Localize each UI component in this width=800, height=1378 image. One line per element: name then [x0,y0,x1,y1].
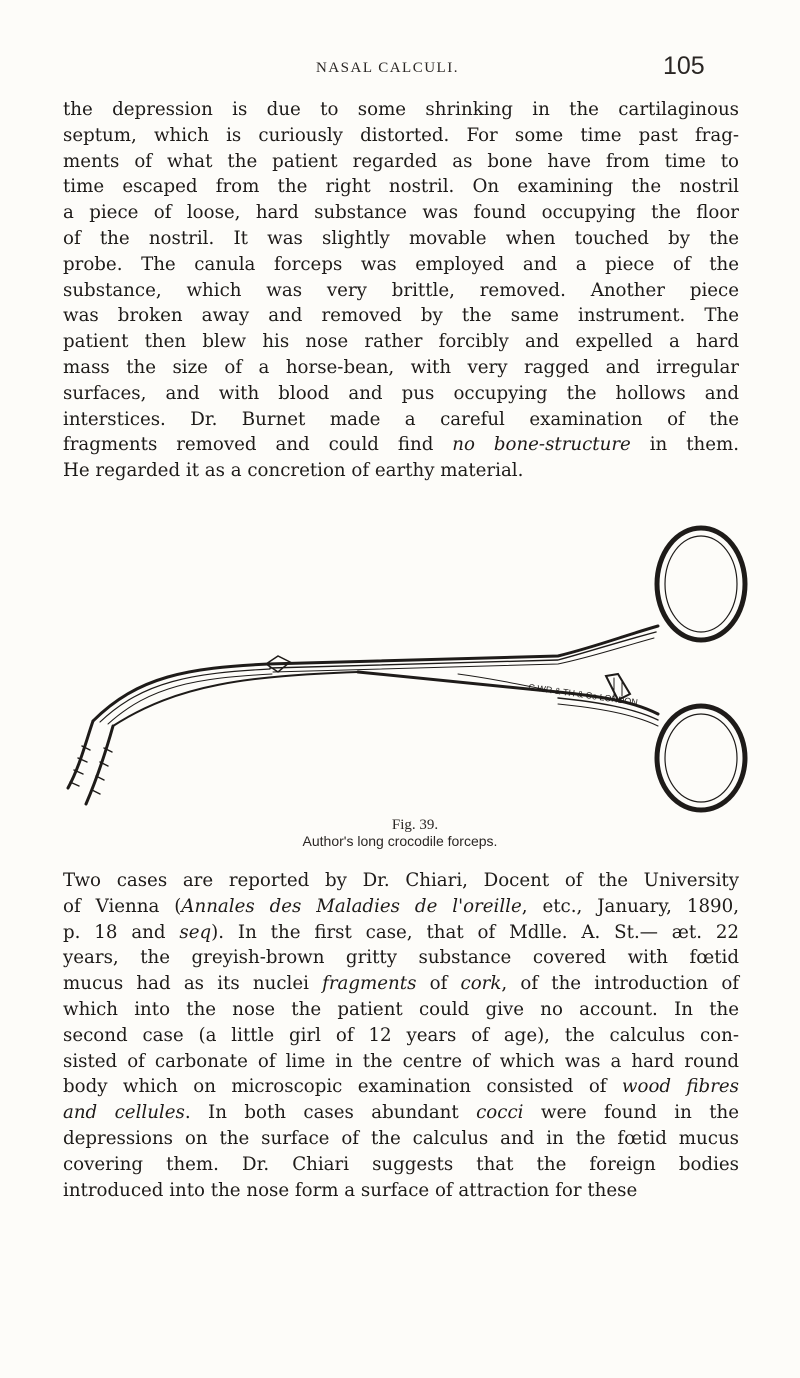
italic-text: Annales des Maladies de l'oreille [181,895,522,917]
text-line: mass the size of a horse-bean, with very ragged and irregular [63,356,739,378]
text-line: He regarded it as a concretion of earthy material. [63,460,524,482]
text-line: septum, which is curiously distorted. For some time past frag- [63,124,739,146]
paragraph-1 [63,97,739,484]
text-line: surfaces, and with blood and pus occupying the hollows and [63,382,739,404]
running-head [0,52,800,86]
text-run: of [416,973,461,995]
text-run: of Vienna ( [63,895,182,917]
text-line: years, the greyish-brown gritty substance covered with fœtid [63,947,739,969]
text-line: second case (a little girl of 12 years of age), the calculus con- [63,1024,739,1046]
text-line [63,920,739,946]
figure-label: Fig. 39. [391,817,439,833]
text-line [63,971,739,997]
lower-finger-ring [657,706,745,810]
text-run: , etc., January, 1890, [521,895,739,917]
text-line: substance, which was very brittle, removed. Another piece [63,279,739,301]
text-line: introduced into the nose form a surface of attraction for these [63,1179,638,1201]
upper-finger-ring [657,528,745,640]
lower-long-arm [113,672,358,726]
text-line [63,1100,739,1126]
text-line: depressions on the surface of the calculus and in the fœtid mucus [63,1127,739,1149]
text-line: probe. The canula forceps was employed and a piece of the [63,253,739,275]
text-line: covering them. Dr. Chiari suggests that the foreign bodies [63,1153,739,1175]
text-line: time escaped from the right nostril. On examining the nostril [63,176,739,198]
text-run: p. 18 and [63,921,180,943]
text-line [63,894,739,920]
text-line: sisted of carbonate of lime in the centre of which was a hard round [63,1050,739,1072]
italic-text: fragments [322,973,417,995]
crocodile-jaws [68,721,93,788]
maker-stamp: C WR & TH & Co LONDON [527,682,639,708]
forceps-illustration [58,496,758,826]
text-line: was broken away and removed by the same instrument. The [63,305,739,327]
text-run: ). In the first case, that of Mdlle. A. St.— æt. 22 [211,921,739,943]
text-line: the depression is due to some shrinking in the cartilaginous [63,99,739,120]
text-run: , of the introduction of [501,973,739,995]
text-run: . In both cases abundant [184,1102,477,1124]
figure-caption [0,817,800,849]
text-run: body which on microscopic examination consisted of [63,1076,622,1098]
italic-text: cork [460,973,502,995]
running-head-title: NASAL CALCULI. [316,60,459,76]
text-run: in them. [630,434,740,456]
text-line [63,1074,739,1100]
italic-text: and cellules [63,1102,185,1124]
italic-text: no bone-structure [452,434,631,456]
figure-caption-text: Author's long crocodile forceps. [302,833,498,849]
upper-long-arm [93,664,268,721]
text-line: a piece of loose, hard substance was found occupying the floor [63,202,739,224]
text-line [63,432,739,458]
text-line: of the nostril. It was slightly movable when touched by the [63,227,739,249]
italic-text: seq [179,921,212,943]
text-run: mucus had as its nuclei [63,973,323,995]
text-line: ments of what the patient regarded as bone have from time to [63,150,739,172]
italic-text: wood fibres [621,1076,739,1098]
text-run: were found in the [523,1102,739,1124]
text-line: interstices. Dr. Burnet made a careful examination of the [63,408,739,430]
text-line: patient then blew his nose rather forcibly and expelled a hard [63,331,739,353]
text-line: Two cases are reported by Dr. Chiari, Docent of the University [63,870,739,891]
text-run: fragments removed and could find [63,434,453,456]
paragraph-2 [63,868,739,1203]
page-number: 105 [663,52,705,80]
upper-shank [268,626,658,664]
italic-text: cocci [476,1102,524,1124]
text-line: which into the nose the patient could give no account. In the [63,998,739,1020]
